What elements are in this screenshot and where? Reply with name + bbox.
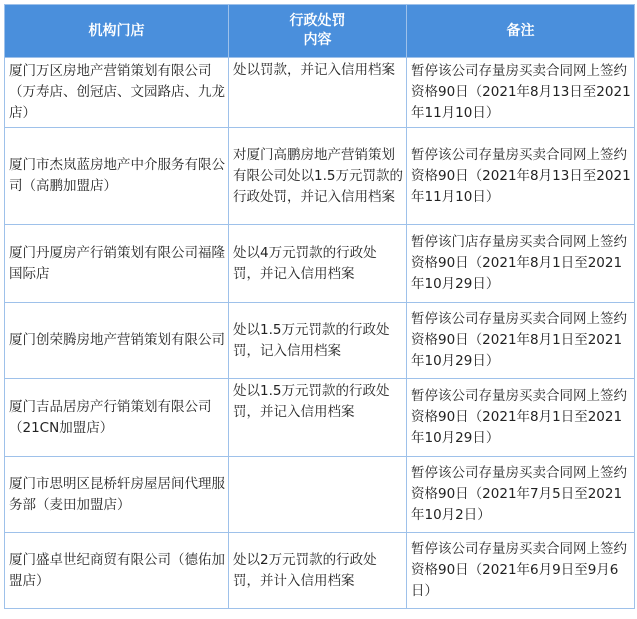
table-row	[5, 457, 635, 533]
cell-penalty: 处以4万元罚款的行政处罚，并记入信用档案	[229, 225, 407, 303]
table-row	[5, 128, 635, 225]
table-header-row	[5, 5, 635, 58]
cell-note: 暂停该公司存量房买卖合同网上签约资格90日（2021年8月13日至2021年11月10日）	[407, 58, 635, 128]
cell-penalty: 处以罚款，并记入信用档案	[229, 58, 407, 128]
cell-org: 厦门市思明区昆桥轩房屋居间代理服务部（麦田加盟店）	[5, 457, 229, 533]
header-org: 机构门店	[5, 5, 229, 58]
cell-penalty	[229, 457, 407, 533]
cell-org: 厦门吉品居房产行销策划有限公司（21CN加盟店）	[5, 379, 229, 457]
cell-org: 厦门创荣腾房地产营销策划有限公司	[5, 303, 229, 379]
header-note: 备注	[407, 5, 635, 58]
cell-org: 厦门市杰岚蓝房地产中介服务有限公司（高鹏加盟店）	[5, 128, 229, 225]
cell-note: 暂停该公司存量房买卖合同网上签约资格90日（2021年6月9日至9月6日）	[407, 533, 635, 609]
cell-penalty: 对厦门高鹏房地产营销策划有限公司处以1.5万元罚款的行政处罚，并记入信用档案	[229, 128, 407, 225]
table-row	[5, 58, 635, 128]
cell-penalty: 处以1.5万元罚款的行政处罚，并记入信用档案	[229, 379, 407, 457]
cell-org: 厦门盛卓世纪商贸有限公司（德佑加盟店）	[5, 533, 229, 609]
cell-penalty: 处以1.5万元罚款的行政处罚，记入信用档案	[229, 303, 407, 379]
header-penalty-line2: 内容	[303, 32, 332, 48]
table-row	[5, 303, 635, 379]
table-row	[5, 225, 635, 303]
cell-note: 暂停该公司存量房买卖合同网上签约资格90日（2021年8月13日至2021年11月10日）	[407, 128, 635, 225]
table-row	[5, 379, 635, 457]
cell-note: 暂停该公司存量房买卖合同网上签约资格90日（2021年8月1日至2021年10月29日）	[407, 379, 635, 457]
cell-org: 厦门丹厦房产行销策划有限公司福隆国际店	[5, 225, 229, 303]
penalty-table	[4, 4, 635, 609]
cell-note: 暂停该公司存量房买卖合同网上签约资格90日（2021年8月1日至2021年10月29日）	[407, 303, 635, 379]
cell-penalty: 处以2万元罚款的行政处罚，并计入信用档案	[229, 533, 407, 609]
cell-org: 厦门万区房地产营销策划有限公司（万寿店、创冠店、文园路店、九龙店）	[5, 58, 229, 128]
cell-note: 暂停该公司存量房买卖合同网上签约资格90日（2021年7月5日至2021年10月2日）	[407, 457, 635, 533]
header-penalty-line1: 行政处罚	[289, 13, 346, 29]
cell-note: 暂停该门店存量房买卖合同网上签约资格90日（2021年8月1日至2021年10月29日）	[407, 225, 635, 303]
header-penalty	[229, 5, 407, 58]
table-row	[5, 533, 635, 609]
